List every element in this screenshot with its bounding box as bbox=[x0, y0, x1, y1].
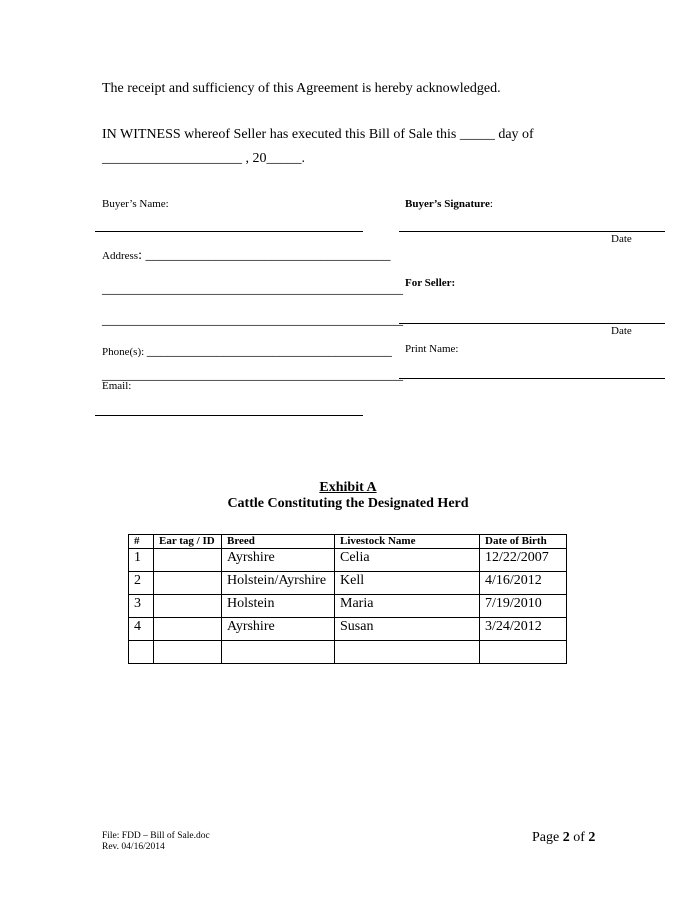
address-row bbox=[102, 246, 390, 264]
cell-date-of-birth bbox=[480, 641, 567, 664]
page-word: Page bbox=[532, 830, 563, 845]
witness-statement-line2: ____________________ , 20_____. bbox=[102, 151, 305, 166]
footer-revision: Rev. 04/16/2014 bbox=[102, 842, 165, 852]
cell-date-of-birth: 7/19/2010 bbox=[480, 595, 567, 618]
cell-breed bbox=[222, 641, 335, 664]
cell-date-of-birth: 3/24/2012 bbox=[480, 618, 567, 641]
column-header-ear-tag: Ear tag / ID bbox=[154, 535, 222, 549]
witness-statement-line1: IN WITNESS whereof Seller has executed this Bill of Sale this _____ day of bbox=[102, 127, 534, 142]
cell-ear-tag bbox=[154, 641, 222, 664]
address-line-2[interactable]: ___________________________________________ bbox=[102, 282, 403, 297]
phone-blank[interactable]: ___________________________________ bbox=[146, 344, 392, 359]
cell-number: 2 bbox=[129, 572, 154, 595]
cell-livestock-name: Susan bbox=[335, 618, 480, 641]
cell-number: 3 bbox=[129, 595, 154, 618]
table-row bbox=[129, 572, 567, 595]
cell-number: 1 bbox=[129, 549, 154, 572]
cell-number bbox=[129, 641, 154, 664]
buyer-signature-label-row bbox=[405, 198, 493, 210]
seller-date-label: Date bbox=[611, 325, 632, 337]
buyer-name-line[interactable] bbox=[95, 231, 363, 232]
cell-breed: Holstein bbox=[222, 595, 335, 618]
buyer-name-label: Buyer’s Name: bbox=[102, 198, 169, 210]
print-name-label: Print Name: bbox=[405, 343, 459, 355]
cell-livestock-name: Kell bbox=[335, 572, 480, 595]
page-current: 2 bbox=[562, 830, 570, 845]
table-row-empty bbox=[129, 641, 567, 664]
address-line-3[interactable]: ___________________________________________ bbox=[102, 313, 403, 328]
phone-label: Phone(s): bbox=[102, 346, 147, 358]
column-header-breed: Breed bbox=[222, 535, 335, 549]
cell-livestock-name: Maria bbox=[335, 595, 480, 618]
address-label: Address bbox=[102, 250, 139, 262]
cell-ear-tag bbox=[154, 572, 222, 595]
email-label: Email: bbox=[102, 380, 132, 392]
cell-ear-tag bbox=[154, 618, 222, 641]
exhibit-subtitle: Cattle Constituting the Designated Herd bbox=[227, 496, 469, 511]
buyer-signature-line[interactable] bbox=[399, 231, 665, 232]
buyer-signature-colon: : bbox=[489, 198, 493, 210]
footer-file-name: File: FDD – Bill of Sale.doc bbox=[102, 831, 210, 841]
exhibit-title: Exhibit A bbox=[319, 480, 377, 495]
for-seller-label: For Seller: bbox=[405, 277, 456, 289]
cell-livestock-name bbox=[335, 641, 480, 664]
phone-line-2[interactable]: ___________________________________________ bbox=[102, 368, 403, 383]
address-colon: : bbox=[138, 248, 142, 263]
cell-breed: Ayrshire bbox=[222, 618, 335, 641]
column-header-number: # bbox=[129, 535, 154, 549]
cell-number: 4 bbox=[129, 618, 154, 641]
seller-signature-line[interactable] bbox=[399, 323, 665, 324]
page-total: 2 bbox=[588, 830, 596, 845]
table-row bbox=[129, 595, 567, 618]
table-row bbox=[129, 549, 567, 572]
cell-breed: Holstein/Ayrshire bbox=[222, 572, 335, 595]
column-header-livestock-name: Livestock Name bbox=[335, 535, 480, 549]
print-name-line[interactable] bbox=[399, 378, 665, 379]
column-header-date-of-birth: Date of Birth bbox=[480, 535, 567, 549]
table-row bbox=[129, 618, 567, 641]
page-of: of bbox=[569, 830, 589, 845]
receipt-statement: The receipt and sufficiency of this Agreement is hereby acknowledged. bbox=[102, 81, 501, 96]
cell-date-of-birth: 12/22/2007 bbox=[480, 549, 567, 572]
table-header-row bbox=[129, 535, 567, 549]
page-number bbox=[532, 830, 595, 846]
buyer-signature-label: Buyer’s Signature bbox=[405, 198, 490, 210]
herd-table bbox=[128, 534, 567, 664]
cell-date-of-birth: 4/16/2012 bbox=[480, 572, 567, 595]
cell-breed: Ayrshire bbox=[222, 549, 335, 572]
phone-row bbox=[102, 342, 392, 360]
email-line[interactable] bbox=[95, 415, 363, 416]
cell-ear-tag bbox=[154, 549, 222, 572]
cell-ear-tag bbox=[154, 595, 222, 618]
buyer-date-label: Date bbox=[611, 233, 632, 245]
cell-livestock-name: Celia bbox=[335, 549, 480, 572]
address-blank[interactable]: ___________________________________ bbox=[141, 248, 391, 263]
